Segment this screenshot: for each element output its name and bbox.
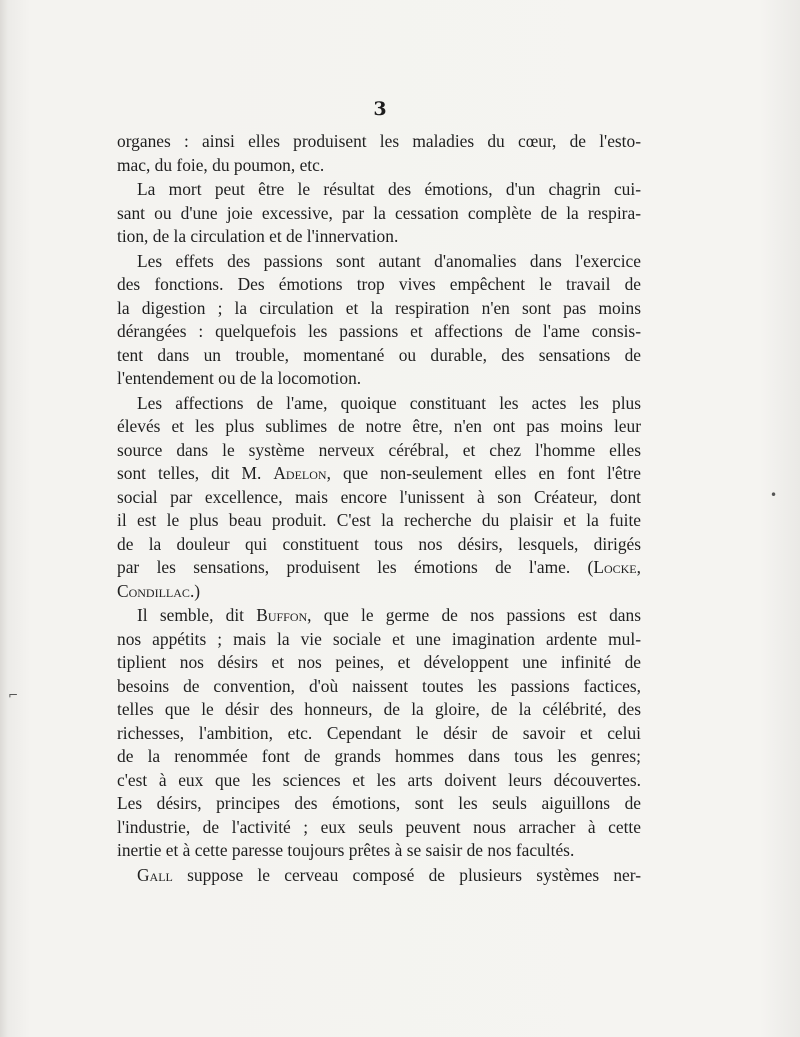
text-run: tiplient nos désirs et nos peines, et développent une infinité de — [117, 652, 641, 672]
text-line — [117, 580, 641, 604]
paragraph — [117, 864, 641, 888]
text-line — [117, 439, 641, 463]
text-run: source dans le système nerveux cérébral, et chez l'homme elles — [117, 439, 641, 460]
text-run: Les désirs, principes des émotions, sont les seuls aiguillons de — [117, 793, 641, 813]
author-name: Gall — [137, 864, 173, 885]
text-line — [117, 698, 641, 722]
text-run: Il semble, dit — [137, 605, 257, 625]
text-line: tent dans un trouble, momentané ou durable, des sensations de — [117, 344, 641, 365]
paragraph — [117, 392, 641, 604]
text-run: par les sensations, produisent les émotions de l'ame. ( — [117, 557, 594, 577]
text-run: il est le plus beau produit. C'est la recherche du plaisir et la fuite — [117, 510, 641, 530]
paragraph — [117, 130, 641, 177]
text-line — [117, 769, 641, 793]
text-run: suppose le cerveau composé de plusieurs systèmes ner- — [172, 864, 641, 885]
text-line: tion, de la circulation et de l'innervation. — [117, 226, 399, 246]
margin-dot-icon: • — [770, 488, 778, 502]
text-line — [117, 816, 641, 840]
text-run: telles que le désir des honneurs, de la gloire, de la célébrité, des — [117, 699, 641, 719]
text-line — [117, 392, 641, 416]
author-name: Locke — [593, 557, 637, 577]
text-run: besoins de convention, d'où naissent toutes les passions factices, — [117, 675, 641, 696]
text-line — [117, 486, 641, 510]
text-line — [117, 462, 641, 486]
text-line: mac, du foie, du poumon, etc. — [117, 154, 325, 175]
paragraph — [117, 250, 641, 391]
text-run: sont telles, dit M. — [117, 463, 274, 483]
text-line — [117, 604, 641, 628]
text-run: , — [636, 557, 641, 577]
text-run: , que non-seulement elles en font l'être — [326, 463, 641, 483]
text-line: des fonctions. Des émotions trop vives empêchent le travail de — [117, 274, 641, 294]
text-line — [117, 675, 641, 699]
text-line — [117, 533, 641, 557]
text-line: La mort peut être le résultat des émotions, d'un chagrin cui- — [137, 179, 641, 199]
text-run: richesses, l'ambition, etc. Cependant le désir de savoir et celui — [117, 722, 641, 743]
text-line: la digestion ; la circulation et la respiration n'en sont pas moins — [117, 297, 641, 318]
text-line: sant ou d'une joie excessive, par la cessation complète de la respira- — [117, 202, 641, 223]
text-run: élevés et les plus sublimes de notre être, n'en ont pas moins leur — [117, 416, 641, 436]
text-run: Les affections de l'ame, quoique constituant les actes les plus — [137, 392, 641, 413]
text-line: dérangées : quelquefois les passions et affections de l'ame consis- — [117, 321, 641, 341]
text-run: social par excellence, mais encore l'unissent à son Créateur, dont — [117, 486, 641, 507]
text-run: l'industrie, de l'activité ; eux seuls peuvent nous arracher à cette — [117, 816, 641, 837]
text-run: de la renommée font de grands hommes dans tous les genres; — [117, 746, 641, 766]
text-line: Les effets des passions sont autant d'anomalies dans l'exercice — [137, 250, 641, 271]
text-run: de la douleur qui constituent tous nos désirs, lesquels, dirigés — [117, 533, 641, 554]
author-name: Buffon — [256, 605, 308, 625]
text-line — [117, 509, 641, 533]
text-line: organes : ainsi elles produisent les maladies du cœur, de l'esto- — [117, 131, 641, 151]
author-name: Condillac — [117, 580, 190, 601]
text-line: l'entendement ou de la locomotion. — [117, 368, 362, 388]
margin-tick-icon: ⌐ — [8, 688, 19, 702]
text-line — [117, 556, 641, 580]
page-number: 3 — [373, 98, 387, 120]
text-line — [117, 839, 641, 863]
text-line — [117, 628, 641, 652]
text-run: , que le germe de nos passions est dans — [307, 605, 641, 625]
text-line — [117, 722, 641, 746]
text-run: .) — [189, 580, 201, 601]
paragraph — [117, 604, 641, 863]
body-text — [117, 130, 641, 888]
text-line — [117, 651, 641, 675]
author-name: Adelon — [273, 463, 327, 483]
text-run: nos appétits ; mais la vie sociale et une imagination ardente mul- — [117, 628, 641, 649]
text-run: inertie et à cette paresse toujours prêtes à se saisir de nos facultés. — [117, 840, 575, 860]
text-line — [117, 415, 641, 439]
text-run: c'est à eux que les sciences et les arts doivent leurs découvertes. — [117, 769, 641, 790]
text-line — [117, 792, 641, 816]
text-line — [117, 864, 641, 888]
paragraph — [117, 178, 641, 249]
text-line — [117, 745, 641, 769]
